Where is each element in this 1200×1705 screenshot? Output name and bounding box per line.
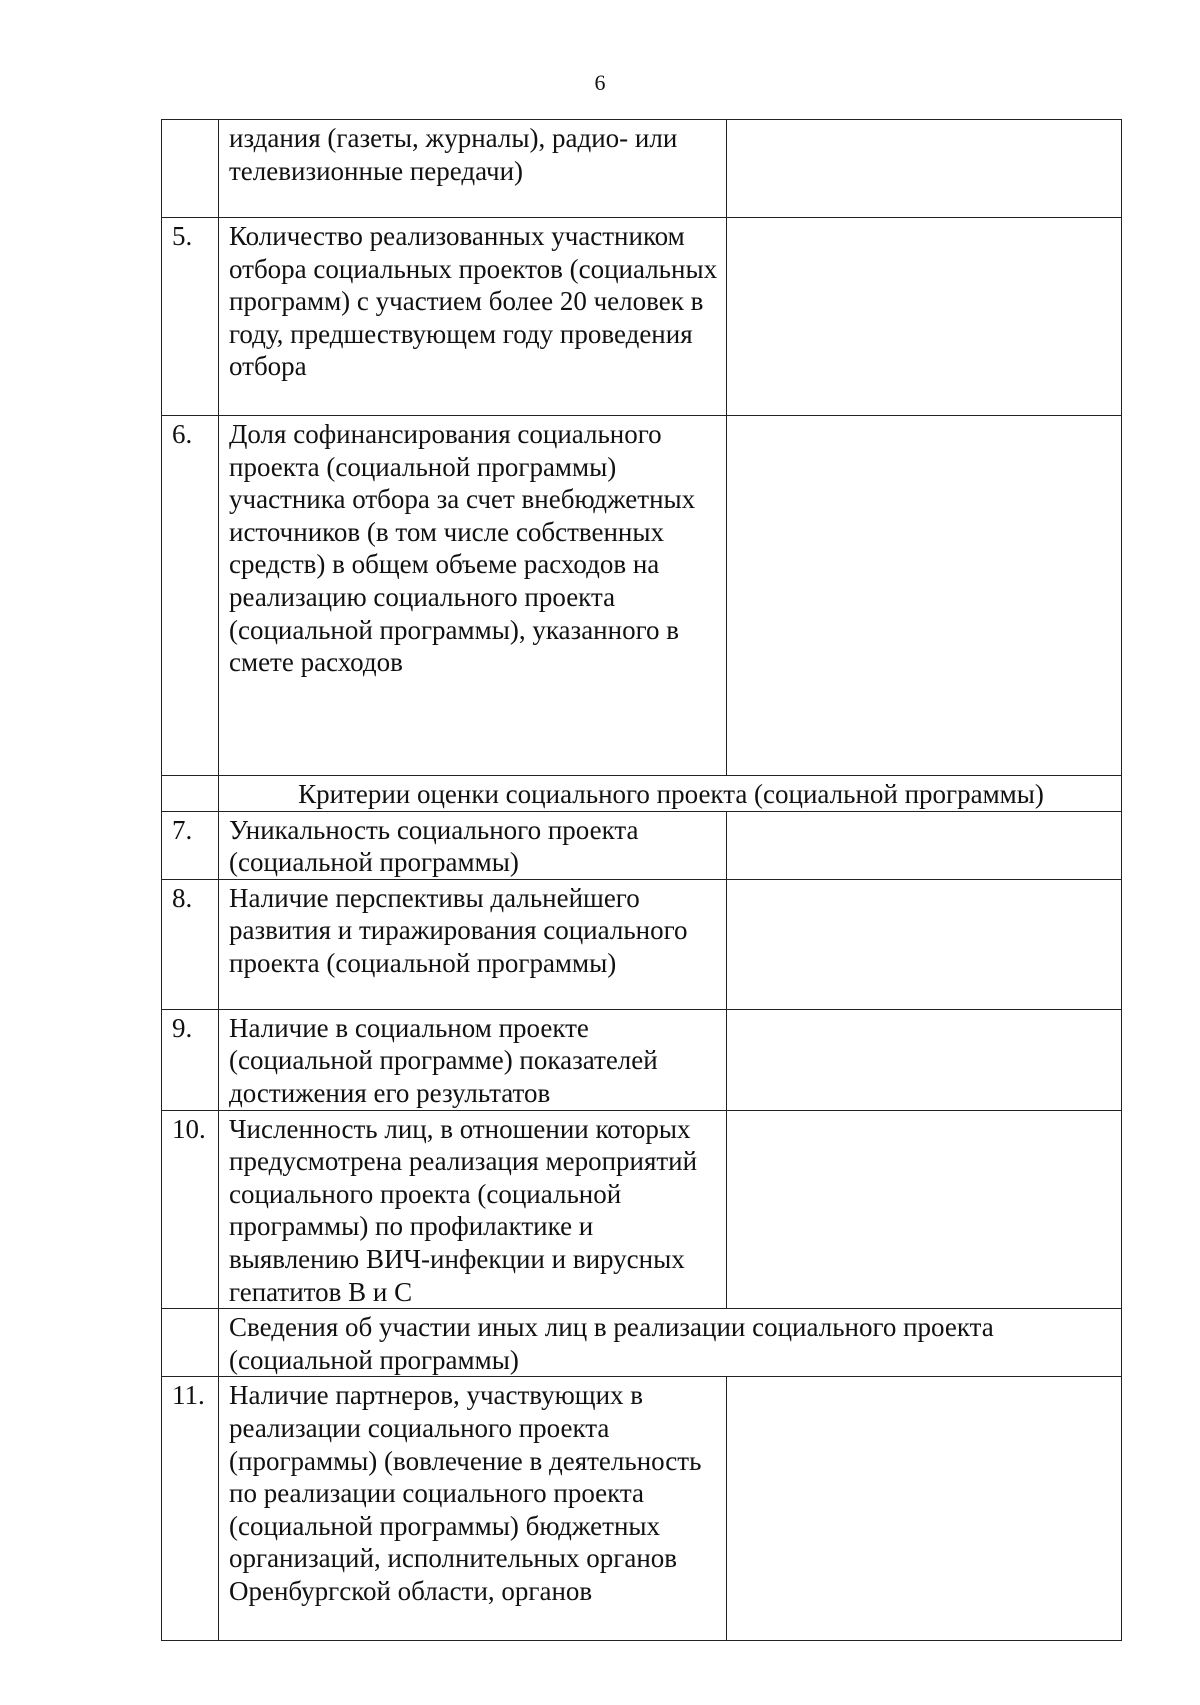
score-cell [727,1110,1122,1309]
row-number-cell: 9. [162,1009,219,1110]
table-row-8 [162,879,1122,1009]
table-row-11 [162,1377,1122,1641]
criterion-text-cell: издания (газеты, журналы), радио- или телевизионные передачи) [219,120,727,218]
section-header-row-other-participants [162,1309,1122,1377]
score-cell [727,1009,1122,1110]
row-number-cell: 10. [162,1110,219,1309]
section-header-row-project-criteria [162,776,1122,812]
score-cell [727,218,1122,416]
row-number-cell: 11. [162,1377,219,1641]
row-number-cell [162,1309,219,1377]
criterion-text-cell: Наличие партнеров, участвующих в реализации социального проекта (программы) (вовлечение в деятельность по реализации социального проекта (социальной программы) бюджетных организаций, исполнительных органов Оренбургской области, органов [219,1377,727,1641]
row-number-cell: 5. [162,218,219,416]
score-cell [727,811,1122,879]
table-row-9 [162,1009,1122,1110]
section-header-text: Критерии оценки социального проекта (социальной программы) [219,776,1122,812]
row-number-cell: 6. [162,416,219,776]
table-row-5 [162,218,1122,416]
score-cell [727,1377,1122,1641]
score-cell [727,120,1122,218]
criterion-text-cell: Доля софинансирования социального проекта (социальной программы) участника отбора за счет внебюджетных источников (в том числе собственных средств) в общем объеме расходов на реализацию социального проекта (социальной программы), указанного в смете расходов [219,416,727,776]
section-header-text: Сведения об участии иных лиц в реализации социального проекта (социальной программы) [219,1309,1122,1377]
row-number-cell [162,776,219,812]
table-row-7 [162,811,1122,879]
criterion-text-cell: Наличие в социальном проекте (социальной программе) показателей достижения его результатов [219,1009,727,1110]
criterion-text-cell: Уникальность социального проекта (социальной программы) [219,811,727,879]
table-row-continuation [162,120,1122,218]
row-number-cell: 7. [162,811,219,879]
table-row-6 [162,416,1122,776]
score-cell [727,416,1122,776]
score-cell [727,879,1122,1009]
criteria-table [161,119,1122,1641]
criterion-text-cell: Количество реализованных участником отбора социальных проектов (социальных программ) с участием более 20 человек в году, предшествующем году проведения отбора [219,218,727,416]
page-number: 6 [594,70,606,95]
row-number-cell: 8. [162,879,219,1009]
criterion-text-cell: Численность лиц, в отношении которых предусмотрена реализация мероприятий социального проекта (социальной программы) по профилактике и выявлению ВИЧ-инфекции и вирусных гепатитов В и С [219,1110,727,1309]
criterion-text-cell: Наличие перспективы дальнейшего развития и тиражирования социального проекта (социальной программы) [219,879,727,1009]
table-row-10 [162,1110,1122,1309]
row-number-cell [162,120,219,218]
